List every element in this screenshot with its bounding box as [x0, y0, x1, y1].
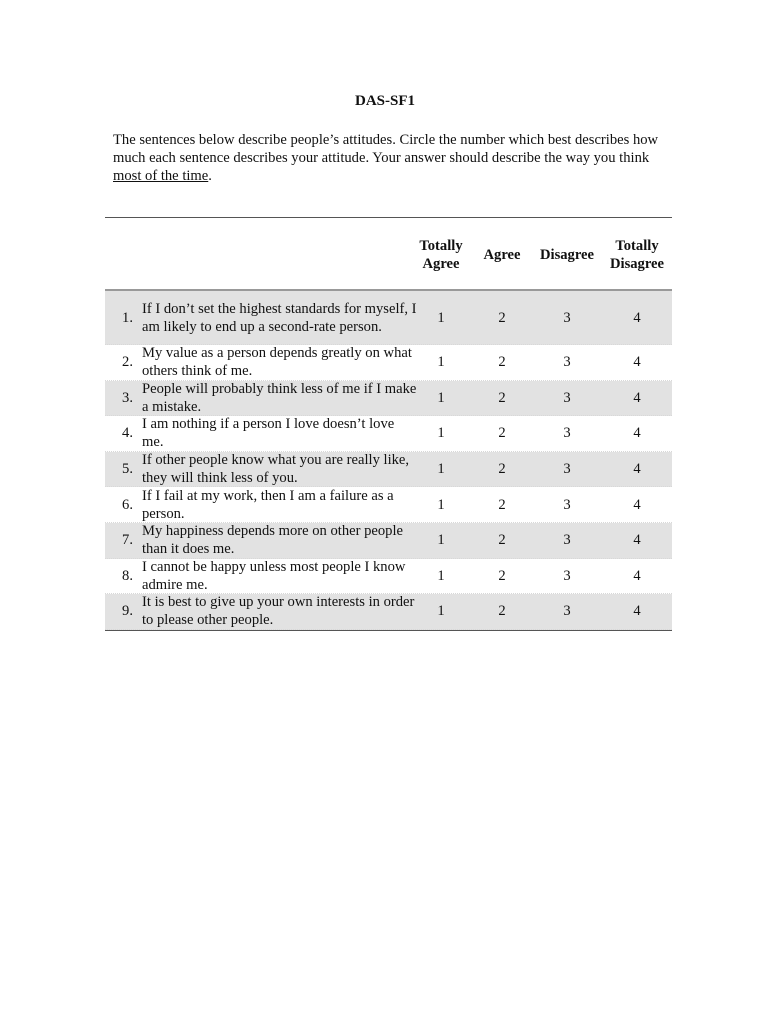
table-row: [105, 381, 672, 417]
table-row: [105, 594, 672, 630]
rating-option-2[interactable]: 2: [498, 425, 506, 442]
rating-option-2[interactable]: 2: [498, 567, 506, 584]
rating-option-1[interactable]: 1: [437, 389, 445, 406]
table-row: [105, 291, 672, 345]
item-statement: If other people know what you are really like, they will think less of you.: [142, 452, 410, 487]
rating-option-4[interactable]: 4: [633, 461, 641, 478]
rating-option-2[interactable]: 2: [498, 309, 506, 326]
item-number: 7.: [122, 532, 133, 549]
rating-option-2[interactable]: 2: [498, 496, 506, 513]
rating-option-3[interactable]: 3: [563, 425, 571, 442]
rating-option-3[interactable]: 3: [563, 603, 571, 620]
rating-option-3[interactable]: 3: [563, 496, 571, 513]
table-row: [105, 523, 672, 559]
rating-option-1[interactable]: 1: [437, 567, 445, 584]
rating-option-4[interactable]: 4: [633, 496, 641, 513]
rating-option-2[interactable]: 2: [498, 389, 506, 406]
rating-option-4[interactable]: 4: [633, 603, 641, 620]
instructions-emphasis: most of the time: [113, 168, 209, 184]
item-statement: My value as a person depends greatly on what others think of me.: [142, 345, 412, 380]
rating-option-4[interactable]: 4: [633, 309, 641, 326]
item-number: 6.: [122, 496, 133, 513]
rating-option-4[interactable]: 4: [633, 389, 641, 406]
rating-option-1[interactable]: 1: [437, 603, 445, 620]
rating-option-1[interactable]: 1: [437, 461, 445, 478]
rating-option-3[interactable]: 3: [563, 309, 571, 326]
rating-option-1[interactable]: 1: [437, 309, 445, 326]
item-number: 5.: [122, 461, 133, 478]
rating-option-4[interactable]: 4: [633, 425, 641, 442]
item-number: 1.: [122, 309, 133, 326]
table-bottom-rule: [105, 630, 672, 631]
rating-option-2[interactable]: 2: [498, 354, 506, 371]
table-top-rule: [105, 217, 672, 218]
table-row: [105, 559, 672, 595]
rating-option-1[interactable]: 1: [437, 532, 445, 549]
rating-option-3[interactable]: 3: [563, 567, 571, 584]
item-number: 3.: [122, 389, 133, 406]
item-statement: It is best to give up your own interests in order to please other people.: [142, 594, 415, 629]
rating-option-4[interactable]: 4: [633, 567, 641, 584]
table-header: [105, 237, 672, 277]
column-header-totally-agree: Totally Agree: [419, 238, 463, 272]
column-header-totally-disagree: Totally Disagree: [609, 238, 665, 272]
item-statement: If I fail at my work, then I am a failure as a person.: [142, 487, 394, 522]
rating-option-3[interactable]: 3: [563, 532, 571, 549]
item-number: 2.: [122, 354, 133, 371]
column-header-disagree: Disagree: [539, 247, 595, 263]
rating-option-1[interactable]: 1: [437, 496, 445, 513]
instructions-end: .: [208, 168, 212, 184]
table-row: [105, 345, 672, 381]
instructions-text: The sentences below describe people’s attitudes. Circle the number which best describes how much each sentence describes your attitude. Your answer should describe the way you think: [113, 132, 659, 166]
item-statement: If I don’t set the highest standards for myself, I am likely to end up a second-rate person.: [142, 300, 417, 335]
item-number: 9.: [122, 603, 133, 620]
questionnaire-table: [105, 291, 672, 630]
rating-option-3[interactable]: 3: [563, 461, 571, 478]
table-row: [105, 487, 672, 523]
item-number: 4.: [122, 425, 133, 442]
document-title: DAS-SF1: [354, 93, 415, 109]
column-header-agree: Agree: [483, 247, 521, 263]
item-statement: I cannot be happy unless most people I know admire me.: [142, 558, 406, 593]
table-row: [105, 416, 672, 452]
rating-option-2[interactable]: 2: [498, 603, 506, 620]
table-row: [105, 452, 672, 488]
rating-option-1[interactable]: 1: [437, 354, 445, 371]
item-statement: I am nothing if a person I love doesn’t love me.: [142, 416, 395, 451]
rating-option-3[interactable]: 3: [563, 354, 571, 371]
instructions: [113, 131, 673, 185]
rating-option-4[interactable]: 4: [633, 532, 641, 549]
item-statement: People will probably think less of me if I make a mistake.: [142, 380, 417, 415]
item-number: 8.: [122, 567, 133, 584]
item-statement: My happiness depends more on other people than it does me.: [142, 523, 404, 558]
rating-option-2[interactable]: 2: [498, 461, 506, 478]
rating-option-3[interactable]: 3: [563, 389, 571, 406]
rating-option-1[interactable]: 1: [437, 425, 445, 442]
rating-option-4[interactable]: 4: [633, 354, 641, 371]
rating-option-2[interactable]: 2: [498, 532, 506, 549]
